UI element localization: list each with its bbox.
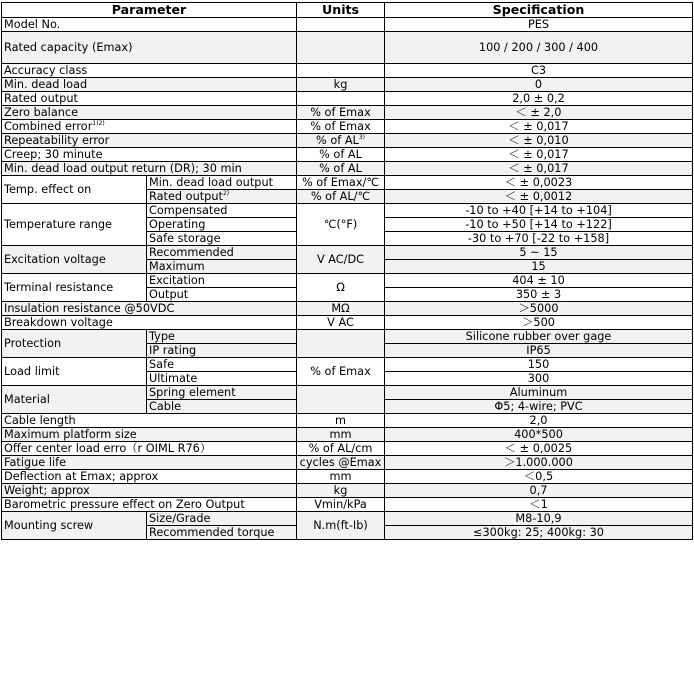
table-row xyxy=(2,148,693,162)
sub-label: Rated output xyxy=(149,189,223,203)
sub-label: Safe storage xyxy=(147,232,297,246)
param-label: Insulation resistance @50VDC xyxy=(2,302,297,316)
spec-value: ＜ ± 2,0 xyxy=(385,106,693,120)
unit-cell xyxy=(297,18,385,32)
param-label: Rated output xyxy=(2,92,297,106)
param-label: Barometric pressure effect on Zero Output xyxy=(2,498,297,512)
param-label: Weight; approx xyxy=(2,484,297,498)
footnote-mark: 3) xyxy=(358,133,366,141)
unit-value: mm xyxy=(297,428,385,442)
spec-value: 150 xyxy=(385,358,693,372)
unit-value: % of Emax xyxy=(297,106,385,120)
sub-label: Spring element xyxy=(147,386,297,400)
spec-value: 0,7 xyxy=(385,484,693,498)
spec-value: IP65 xyxy=(385,344,693,358)
unit-value: % of AL xyxy=(297,162,385,176)
param-label: Offer center load erro（r OIML R76） xyxy=(2,442,297,456)
sub-label: Recommended xyxy=(147,246,297,260)
spec-value: ＜ ± 0,017 xyxy=(385,120,693,134)
unit-value: % of AL/cm xyxy=(297,442,385,456)
sub-label: Recommended torque xyxy=(147,526,297,540)
sub-label: Ultimate xyxy=(147,372,297,386)
unit-value: % of Emax/℃ xyxy=(297,176,385,190)
spec-value: 5 ~ 15 xyxy=(385,246,693,260)
unit-value: kg xyxy=(297,484,385,498)
group-label: Terminal resistance xyxy=(2,274,147,302)
unit-cell xyxy=(297,330,385,358)
table-row xyxy=(2,134,693,148)
param-label: Min. dead load xyxy=(2,78,297,92)
table-row xyxy=(2,316,693,330)
table-row xyxy=(2,120,693,134)
header-specification: Specification xyxy=(385,3,693,18)
param-label: Breakdown voltage xyxy=(2,316,297,330)
spec-value: ＜ ± 0,0023 xyxy=(385,176,693,190)
unit-value: cycles @Emax xyxy=(297,456,385,470)
spec-value: Aluminum xyxy=(385,386,693,400)
sub-label: Min. dead load output xyxy=(147,176,297,190)
header-units: Units xyxy=(297,3,385,18)
spec-value: ≤300kg: 25; 400kg: 30 xyxy=(385,526,693,540)
sub-label: Safe xyxy=(147,358,297,372)
footnote-mark: 2) xyxy=(222,189,230,197)
table-row xyxy=(2,204,693,218)
param-label: Maximum platform size xyxy=(2,428,297,442)
spec-value: 100 / 200 / 300 / 400 xyxy=(385,32,693,64)
table-row xyxy=(2,78,693,92)
param-label: Accuracy class xyxy=(2,64,297,78)
table-row xyxy=(2,32,693,64)
table-row xyxy=(2,456,693,470)
sub-label-cell xyxy=(147,190,297,204)
spec-value: ＜ ± 0,010 xyxy=(385,134,693,148)
spec-value: -30 to +70 [-22 to +158] xyxy=(385,232,693,246)
table-row xyxy=(2,176,693,190)
unit-value: V AC/DC xyxy=(297,246,385,274)
group-label: Mounting screw xyxy=(2,512,147,540)
unit-cell xyxy=(297,386,385,414)
table-row xyxy=(2,512,693,526)
table-row xyxy=(2,428,693,442)
spec-value: ＜ ± 0,017 xyxy=(385,162,693,176)
spec-value: 0 xyxy=(385,78,693,92)
footnote-mark: 1)2) xyxy=(92,119,105,127)
table-row xyxy=(2,442,693,456)
spec-value: M8-10,9 xyxy=(385,512,693,526)
table-row xyxy=(2,18,693,32)
param-label: Rated capacity (Emax) xyxy=(2,32,297,64)
group-label: Protection xyxy=(2,330,147,358)
table-row xyxy=(2,92,693,106)
unit-value: Ω xyxy=(297,274,385,302)
param-label: Combined error xyxy=(4,119,93,133)
table-row xyxy=(2,162,693,176)
sub-label: Excitation xyxy=(147,274,297,288)
spec-value: ＜ ± 0,0012 xyxy=(385,190,693,204)
unit-value: V AC xyxy=(297,316,385,330)
table-row xyxy=(2,414,693,428)
spec-value: -10 to +40 [+14 to +104] xyxy=(385,204,693,218)
sub-label: Type xyxy=(147,330,297,344)
param-label: Repeatability error xyxy=(2,134,297,148)
group-label: Material xyxy=(2,386,147,414)
spec-value: ＞1.000.000 xyxy=(385,456,693,470)
spec-value: 2,0 xyxy=(385,414,693,428)
spec-value: ＜ ± 0,017 xyxy=(385,148,693,162)
unit-cell xyxy=(297,32,385,64)
spec-value: -10 to +50 [+14 to +122] xyxy=(385,218,693,232)
table-row xyxy=(2,358,693,372)
group-label: Load limit xyxy=(2,358,147,386)
table-row xyxy=(2,386,693,400)
param-label: Fatigue life xyxy=(2,456,297,470)
unit-value: % of Emax xyxy=(297,120,385,134)
spec-value: Silicone rubber over gage xyxy=(385,330,693,344)
unit-value: % of AL/℃ xyxy=(297,190,385,204)
sub-label: Output xyxy=(147,288,297,302)
spec-value: ＜1 xyxy=(385,498,693,512)
sub-label: Cable xyxy=(147,400,297,414)
unit-value: % of AL xyxy=(297,148,385,162)
header-parameter: Parameter xyxy=(2,3,297,18)
unit-value: Vmin/kPa xyxy=(297,498,385,512)
group-label: Temperature range xyxy=(2,204,147,246)
table-row xyxy=(2,484,693,498)
unit-value: % of AL xyxy=(316,133,359,147)
table-header-row xyxy=(2,3,693,18)
param-label: Model No. xyxy=(2,18,297,32)
spec-value: 2,0 ± 0,2 xyxy=(385,92,693,106)
group-label: Excitation voltage xyxy=(2,246,147,274)
sub-label: Size/Grade xyxy=(147,512,297,526)
spec-value: PES xyxy=(385,18,693,32)
table-row xyxy=(2,246,693,260)
spec-value: C3 xyxy=(385,64,693,78)
sub-label: Maximum xyxy=(147,260,297,274)
spec-value: 15 xyxy=(385,260,693,274)
unit-value: m xyxy=(297,414,385,428)
table-row xyxy=(2,470,693,484)
unit-cell xyxy=(297,64,385,78)
unit-value: kg xyxy=(297,78,385,92)
spec-value: ＜ ± 0,0025 xyxy=(385,442,693,456)
group-label: Temp. effect on xyxy=(2,176,147,204)
spec-value: 400*500 xyxy=(385,428,693,442)
param-label-cell xyxy=(2,120,297,134)
table-row xyxy=(2,498,693,512)
table-row xyxy=(2,106,693,120)
unit-value: ℃(°F) xyxy=(297,204,385,246)
table-row xyxy=(2,330,693,344)
param-label: Creep; 30 minute xyxy=(2,148,297,162)
param-label: Deflection at Emax; approx xyxy=(2,470,297,484)
table-row xyxy=(2,64,693,78)
sub-label: IP rating xyxy=(147,344,297,358)
unit-value: % of Emax xyxy=(297,358,385,386)
sub-label: Compensated xyxy=(147,204,297,218)
table-row xyxy=(2,274,693,288)
unit-cell xyxy=(297,134,385,148)
spec-value: 404 ± 10 xyxy=(385,274,693,288)
sub-label: Operating xyxy=(147,218,297,232)
param-label: Cable length xyxy=(2,414,297,428)
unit-value: MΩ xyxy=(297,302,385,316)
unit-value: mm xyxy=(297,470,385,484)
specification-table xyxy=(1,2,693,540)
unit-cell xyxy=(297,92,385,106)
unit-value: N.m(ft-Ib) xyxy=(297,512,385,540)
spec-value: ＜0,5 xyxy=(385,470,693,484)
param-label: Min. dead load output return (DR); 30 min xyxy=(2,162,297,176)
param-label: Zero balance xyxy=(2,106,297,120)
spec-value: 300 xyxy=(385,372,693,386)
table-row xyxy=(2,302,693,316)
spec-value: 350 ± 3 xyxy=(385,288,693,302)
spec-value: Φ5; 4-wire; PVC xyxy=(385,400,693,414)
spec-value: ＞500 xyxy=(385,316,693,330)
spec-value: ＞5000 xyxy=(385,302,693,316)
